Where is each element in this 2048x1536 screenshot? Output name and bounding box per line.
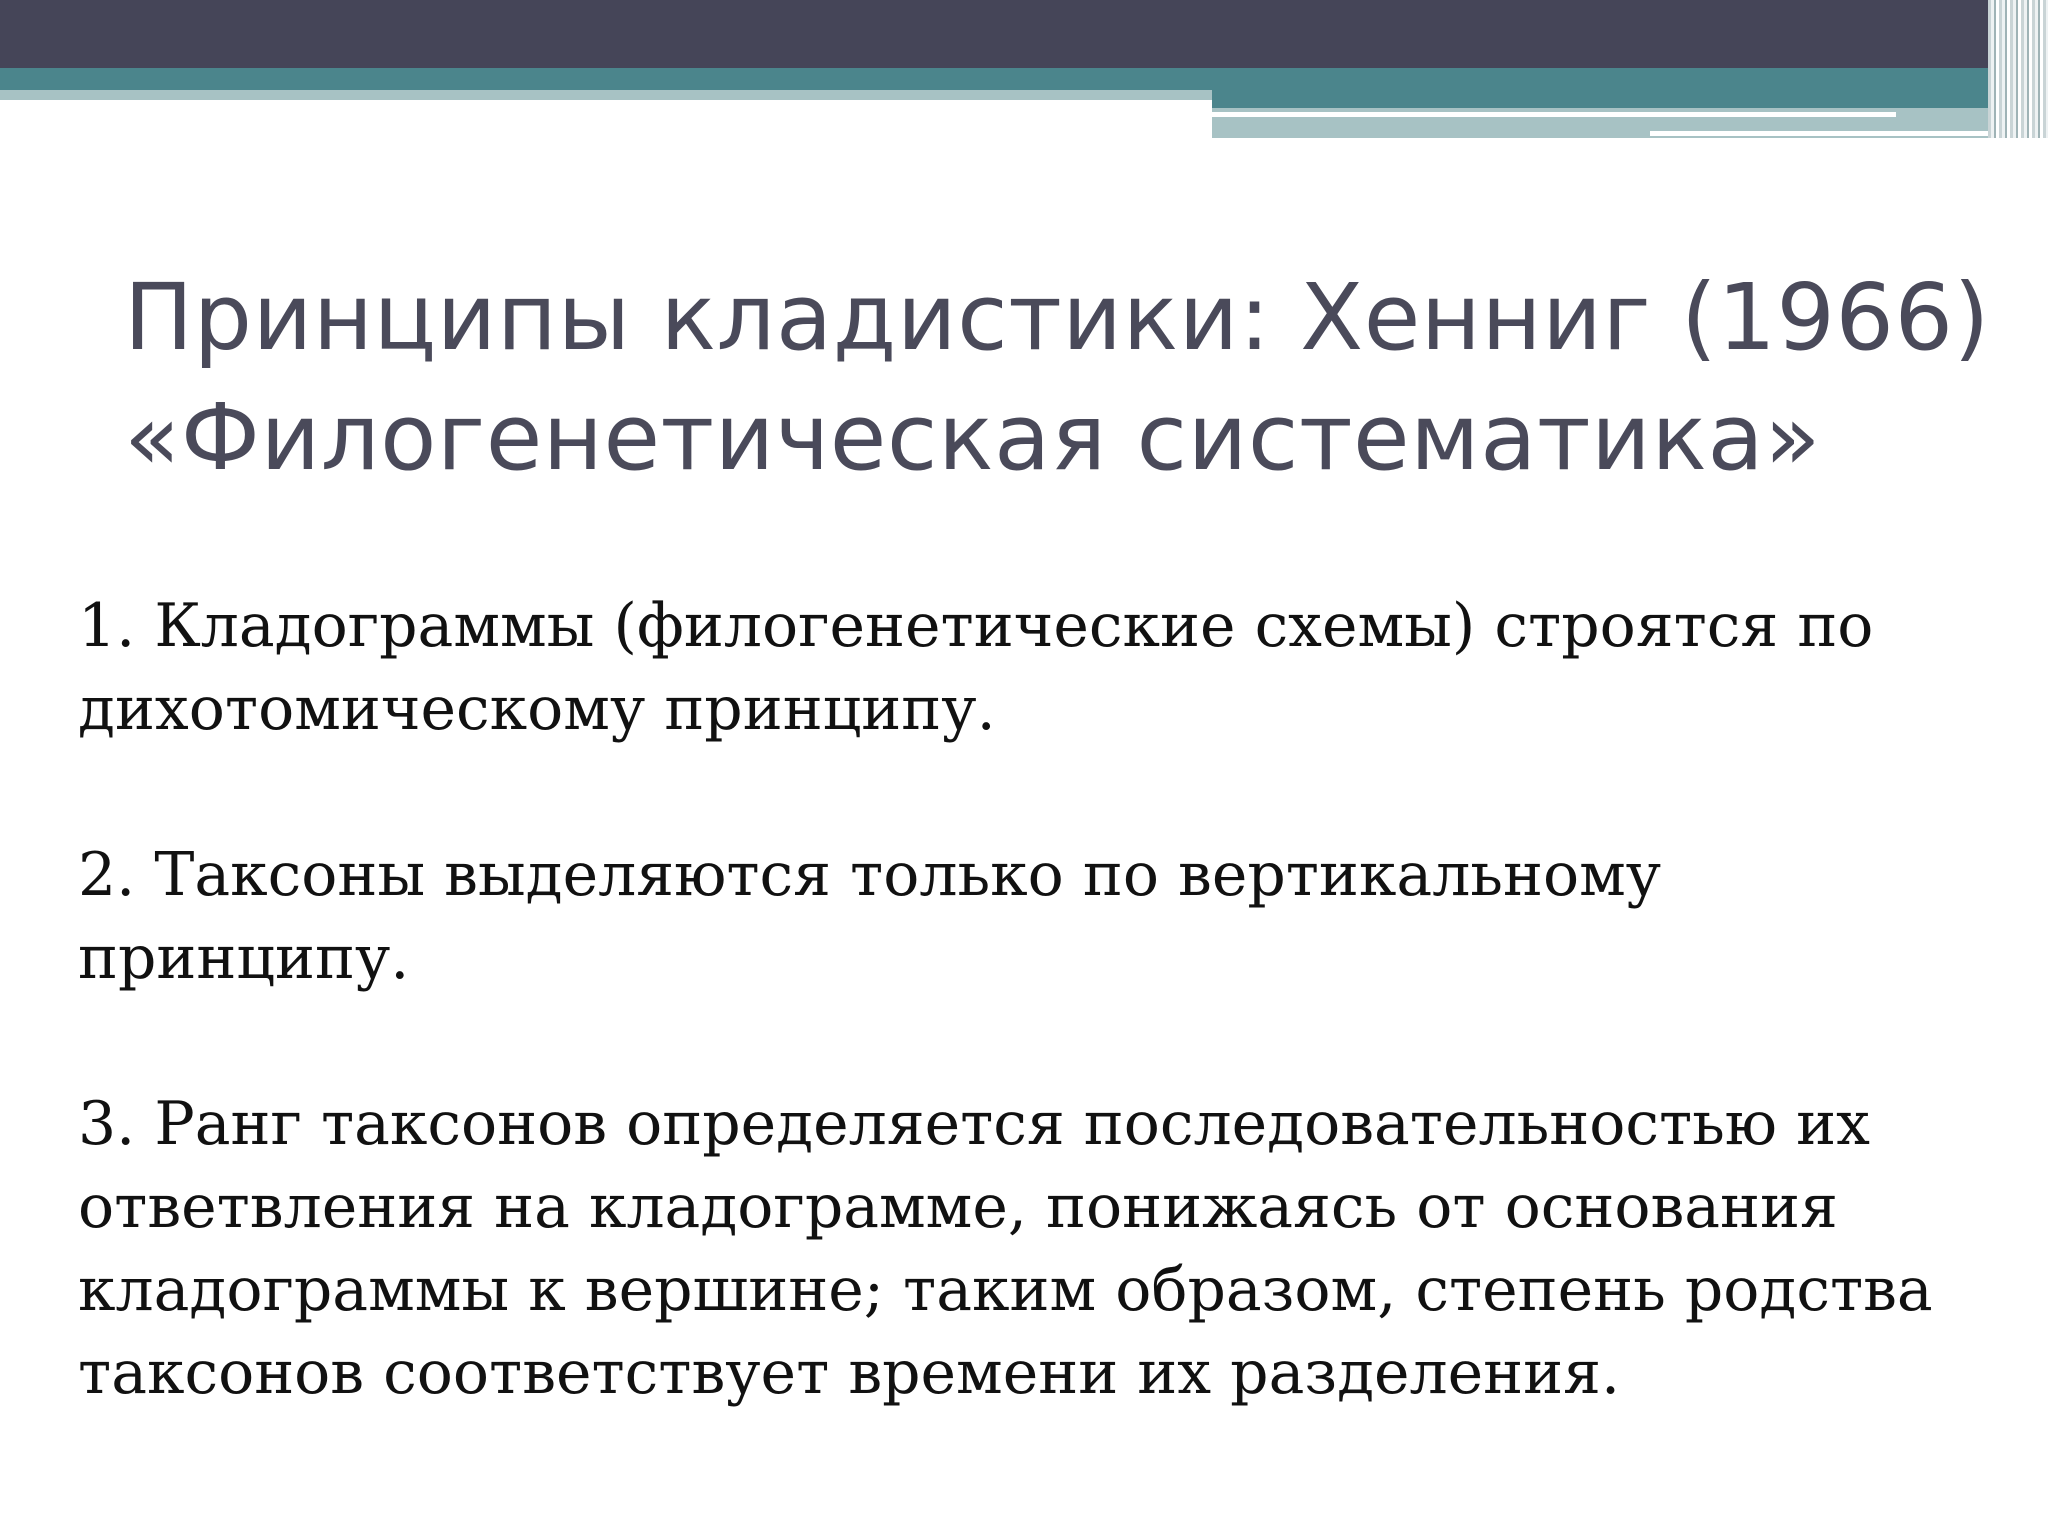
principle-text-line: ответвления на кладограмме, понижаясь от основания [78,1172,1838,1242]
header-teal-bar-right [1212,90,2048,108]
slide-title-line: «Филогенетическая систематика» [124,384,1822,491]
header-teal-bar [0,68,2048,90]
header-light-bar-left [0,90,1212,100]
principle-item [78,834,1978,1000]
principle-text-line: 1. Кладограммы (филогенетические схемы) строятся по [78,591,1874,661]
principle-item [78,1083,1978,1415]
principle-text-line: таксонов соответствует времени их разделения. [78,1338,1621,1408]
slide-title [124,258,1990,498]
principle-text-line: принципу. [78,923,410,993]
header-corner-stripes [1988,0,2048,138]
principle-text-line: 3. Ранг таксонов определяется последовательностью их [78,1089,1870,1159]
slide-title-line: Принципы кладистики: Хенниг (1966) [124,264,1990,371]
principle-item [78,585,1978,751]
principle-text-line: 2. Таксоны выделяются только по вертикальному [78,840,1662,910]
header-white-line [1212,112,1896,117]
slide-body [78,585,1978,1498]
header-dark-bar [0,0,2048,68]
principle-text-line: дихотомическому принципу. [78,674,996,744]
principle-text-line: кладограммы к вершине; таким образом, степень родства [78,1255,1933,1325]
